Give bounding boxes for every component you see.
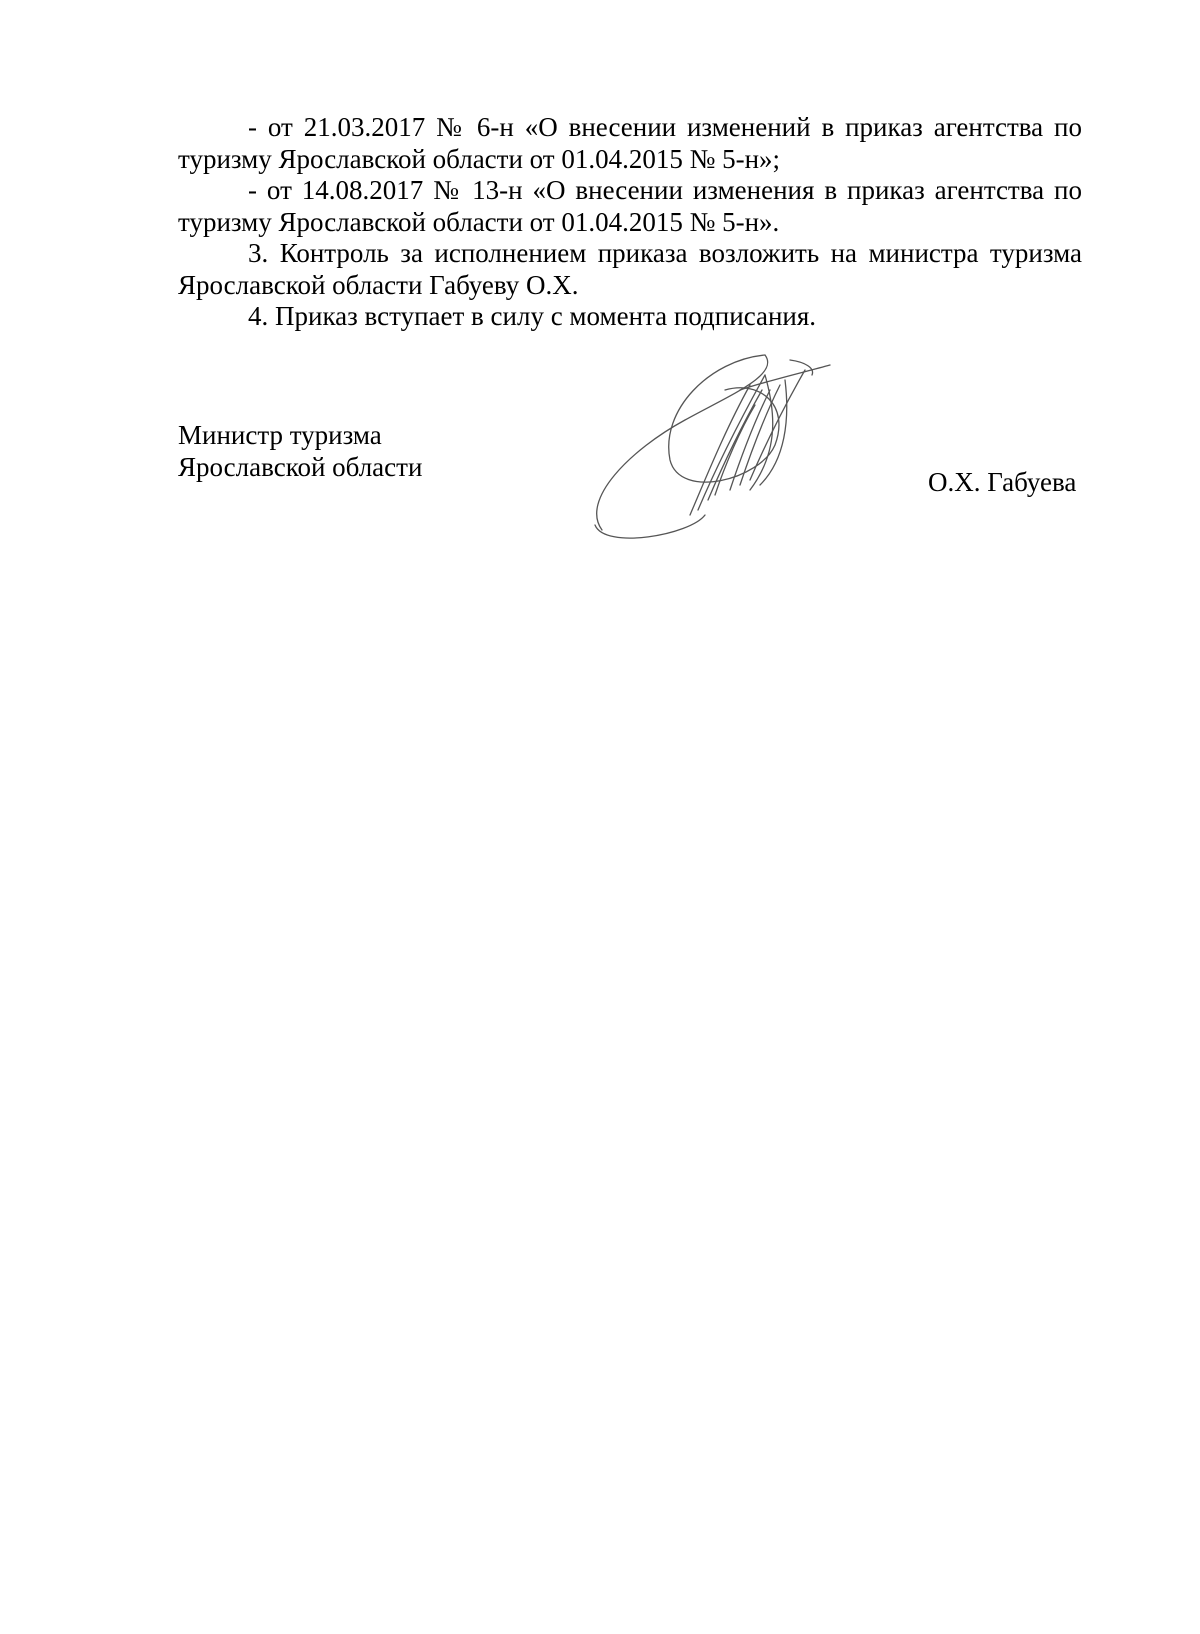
signer-name: О.Х. Габуева [928, 467, 1077, 497]
paragraph-control-clause: 3. Контроль за исполнением приказа возложить на министра туризма Ярославской области Габуеву О.Х. [178, 238, 1082, 300]
paragraph-amendment-2: - от 14.08.2017 № 13-н «О внесении изменения в приказ агентства по туризму Ярославской области от 01.04.2015 № 5-н». [178, 175, 1082, 237]
signatory-position-line-1: Министр туризма [178, 420, 382, 450]
signatory-position [178, 420, 422, 483]
paragraph-effective-clause: 4. Приказ вступает в силу с момента подписания. [248, 301, 817, 331]
signatory-position-line-2: Ярославской области [178, 451, 423, 482]
paragraph-amendment-1: - от 21.03.2017 № 6-н «О внесении изменений в приказ агентства по туризму Ярославской области от 01.04.2015 № 5-н»; [178, 112, 1082, 174]
handwritten-signature [590, 350, 840, 550]
document-body [178, 112, 1082, 333]
